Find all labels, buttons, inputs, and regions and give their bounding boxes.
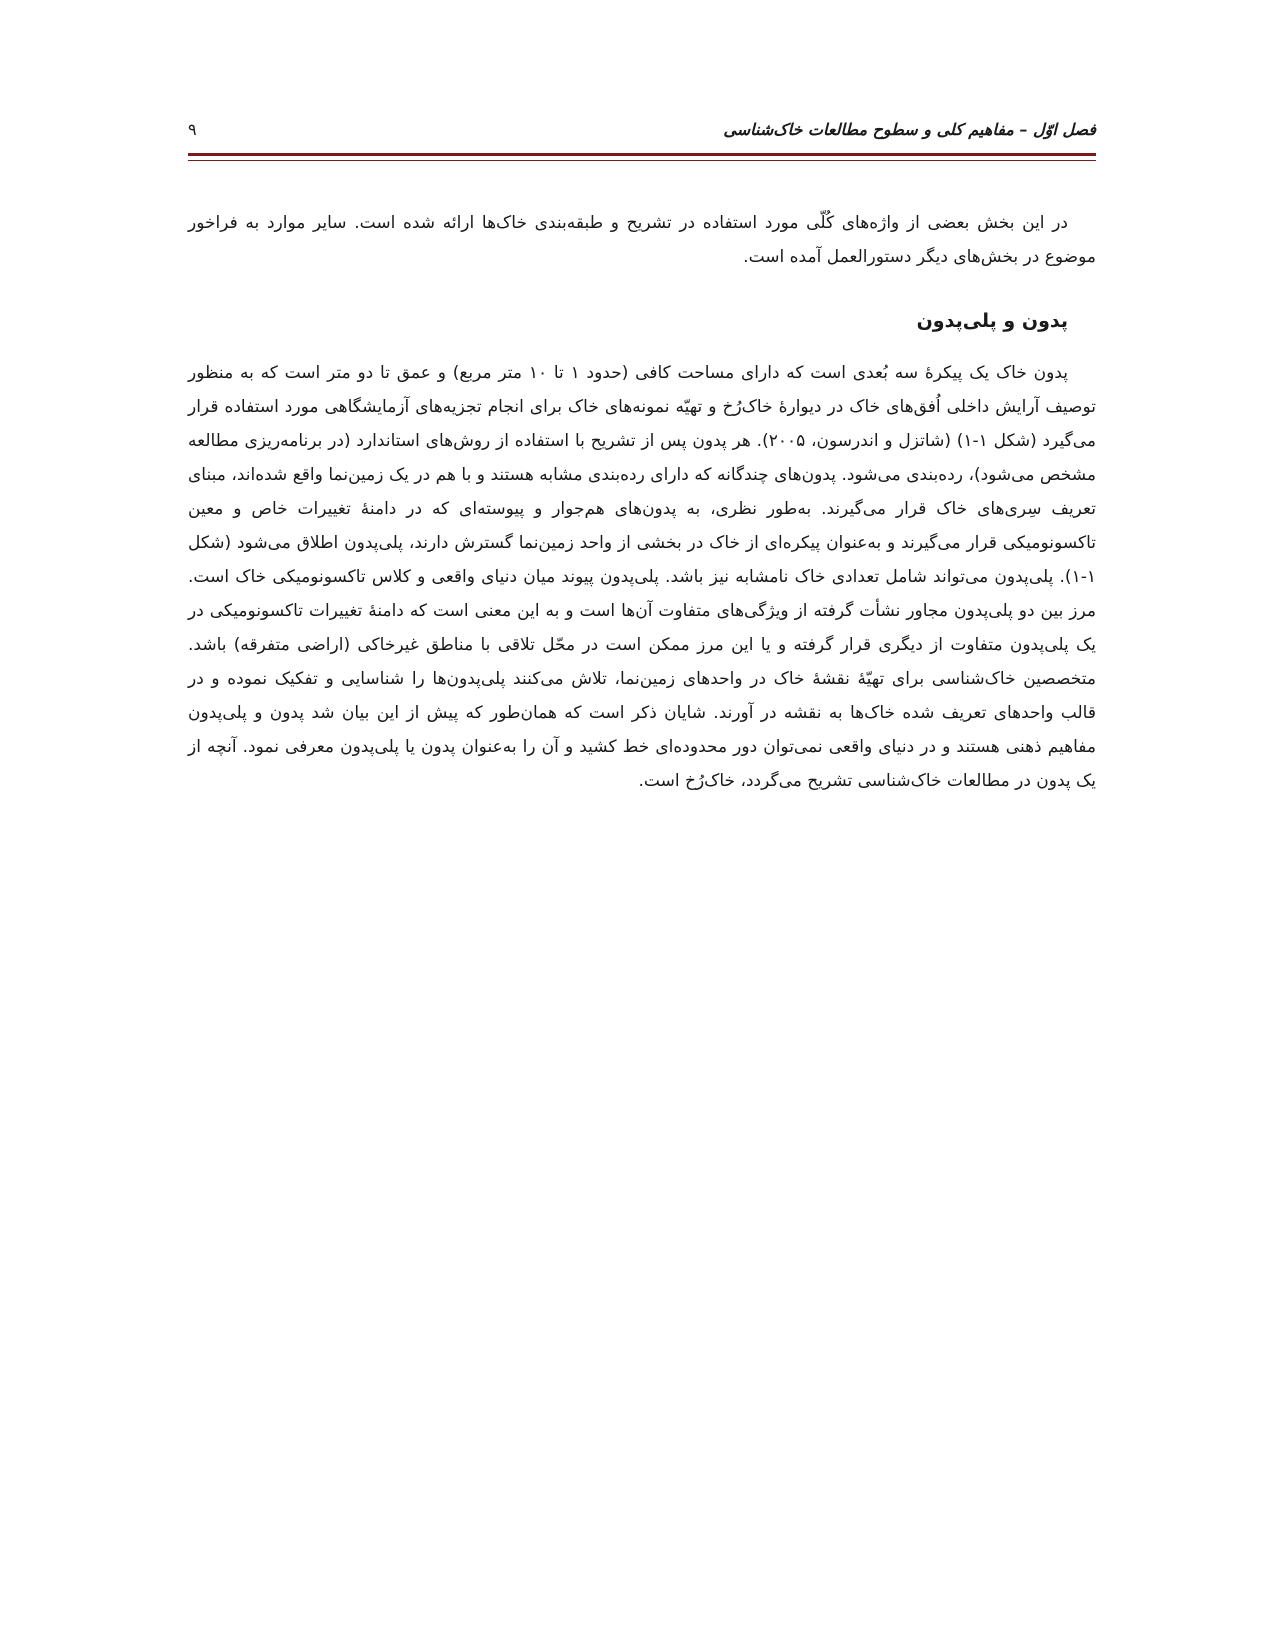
header-rule (188, 153, 1096, 156)
section-paragraph: پدون خاک یک پیکرهٔ سه بُعدی است که دارای مساحت کافی (حدود ۱ تا ۱۰ متر مربع) و عمق تا دو متر است که به منظور توصیف آرایش داخلی اُفق‌های خاک در دیوارهٔ خاک‌رُخ و تهیّه نمونه‌های خاک برای انجام تجزیه‌های آزمایشگاهی مورد استفاده قرار می‌گیرد (شکل ۱-۱) (شاتزل و اندرسون، ۲۰۰۵). هر پدون پس از تشریح با استفاده از روش‌های استاندارد (در برنامه‌ریزی مطالعه مشخص می‌شود)، رده‌بندی می‌شود. پدون‌های چندگانه که دارای رده‌بندی مشابه هستند و با هم در یک زمین‌نما واقع شده‌اند، مبنای تعریف سِری‌های خاک قرار می‌گیرند. به‌طور نظری، به پدون‌های هم‌جوار و پیوسته‌ای که در دامنهٔ تغییرات خاص و معین تاکسونومیکی قرار می‌گیرند و به‌عنوان پیکره‌ای از خاک در بخشی از واحد زمین‌نما گسترش دارند، پلی‌پدون اطلاق می‌شود (شکل ۱-۱). پلی‌پدون می‌تواند شامل تعدادی خاک نامشابه نیز باشد. پلی‌پدون پیوند میان دنیای واقعی و کلاس تاکسونومیکی خاک است. مرز بین دو پلی‌پدون مجاور نشأت گرفته از ویژگی‌های متفاوت آن‌ها است و به این معنی است که دامنهٔ تغییرات تاکسونومیکی در یک پلی‌پدون متفاوت از دیگری قرار گرفته و یا این مرز ممکن است در محّل تلاقی با مناطق غیرخاکی (اراضی متفرقه) باشد. متخصصین خاک‌شناسی برای تهیّهٔ نقشهٔ خاک در واحدهای زمین‌نما، تلاش می‌کنند پلی‌پدون‌ها را شناسایی و تفکیک نموده و در قالب واحدهای تعریف شده خاک‌ها به نقشه در آورند. شایان ذکر است که همان‌طور که پیش از این بیان شد پدون و پلی‌پدون مفاهیم ذهنی هستند و در دنیای واقعی نمی‌توان دور محدوده‌ای خط کشید و آن را به‌عنوان پدون یا پلی‌پدون معرفی نمود. آنچه از یک پدون در مطالعات خاک‌شناسی تشریح می‌گردد، خاک‌رُخ است. (188, 363, 1096, 791)
page-number: ۹ (188, 120, 197, 139)
header-rule-thin (188, 160, 1096, 161)
running-head: فصل اوّل – مفاهیم کلی و سطوح مطالعات خاک‌شناسی (723, 120, 1096, 139)
page-body (188, 206, 1096, 798)
section-heading: پدون و پلی‌پدون (916, 310, 1068, 332)
intro-paragraph: در این بخش بعضی از واژه‌های کُلّی مورد استفاده در تشریح و طبقه‌بندی خاک‌ها ارائه شده است. سایر موارد به فراخور موضوع در بخش‌های دیگر دستورالعمل آمده است. (188, 213, 1096, 267)
page-header (188, 118, 1096, 142)
